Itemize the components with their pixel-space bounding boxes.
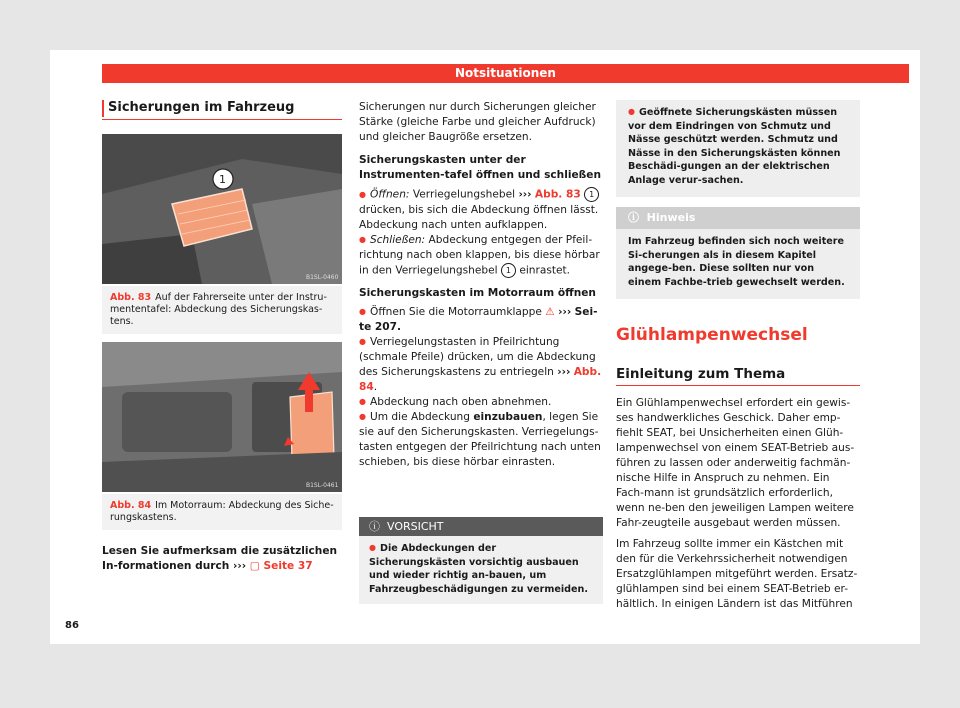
paragraph-2: Im Fahrzeug sollte immer ein Kästchen mit den für die Verkehrssicherheit notwendigen Ersatzglühlampen mitgeführt werden. Ersatz-glühlampen sind bei einem SEAT-Betrieb er-hältlich. In einigen Ländern ist das Mitführen bbox=[616, 538, 858, 610]
vorsicht-title: VORSICHT bbox=[387, 520, 444, 533]
ref-arrows: ››› bbox=[558, 306, 572, 318]
additional-info-arrows: ››› bbox=[232, 560, 247, 572]
warning-triangle-icon: ⚠ bbox=[545, 306, 555, 318]
vorsicht-box bbox=[359, 517, 603, 604]
page-number: 86 bbox=[65, 620, 79, 631]
hinweis-header bbox=[616, 207, 860, 229]
section-rule bbox=[616, 385, 860, 386]
paragraph-1: Ein Glühlampenwechsel erfordert ein gewis-ses handwerkliches Geschick. Daher emp-fiehlt SEAT, bei Unsicherheiten einen Glüh-lampenwechsel von einem SEAT-Betrieb aus-führen zu lassen oder anderweitig fachmän-nische Hilfe in Anspruch zu nehmen. Ein Fach-mann ist grundsätzlich erforderlich, wenn ne-ben den jeweiligen Lampen weitere Fahr-zeugteile ausgebaut werden müssen. bbox=[616, 397, 855, 529]
figure-83-image bbox=[102, 134, 342, 284]
additional-info-text: Lesen Sie aufmerksam die zusätzlichen In-formationen durch bbox=[102, 545, 338, 572]
moisture-warning-body: Geöffnete Sicherungskästen müssen vor dem Eindringen von Schmutz und Nässe geschützt werden. Schmutz und Nässe in den Sicherungskästen können Beschädi-gungen an der elektrischen Anlage verur-sachen. bbox=[628, 107, 841, 186]
ref-arrows: ››› bbox=[557, 366, 571, 378]
link-seite-207[interactable]: Sei-te 207. bbox=[359, 306, 598, 333]
column-2-text bbox=[359, 100, 603, 470]
figure-83-caption-text: Auf der Fahrerseite unter der Instru-mententafel: Abdeckung des Sicherungskas-tens. bbox=[110, 292, 327, 327]
moisture-warning-text bbox=[616, 100, 860, 197]
chapter-header-bar: Notsituationen bbox=[102, 64, 909, 83]
intro-paragraph: Sicherungen nur durch Sicherungen gleicher Stärke (gleiche Farbe und gleicher Aufdruck) und gleicher Baugröße ersetzen. bbox=[359, 101, 596, 143]
moisture-warning-box bbox=[616, 100, 860, 197]
column-3-text bbox=[616, 396, 860, 612]
caution-circle-icon: ⓘ bbox=[369, 520, 380, 533]
figure-83-callout: 1 bbox=[219, 173, 226, 186]
bullet-oeffnen-text: Verriegelungshebel bbox=[412, 188, 516, 201]
hinweis-box bbox=[616, 207, 860, 299]
bullet-oeffnen-text-2: drücken, bis sich die Abdeckung öffnen lässt. Abdeckung nach unten aufklappen. bbox=[359, 203, 599, 231]
additional-info-note bbox=[102, 544, 342, 574]
callout-number: 1 bbox=[501, 263, 516, 278]
subheading-instrument-panel: Sicherungskasten unter der Instrumenten-tafel öffnen und schließen bbox=[359, 154, 601, 181]
figure-83-caption bbox=[110, 292, 334, 328]
title-rule bbox=[102, 119, 342, 120]
info-icon: ⓘ bbox=[628, 211, 639, 224]
bullet-oeffnen bbox=[359, 187, 603, 233]
bullet-verriegelungstasten-text: Verriegelungstasten in Pfeilrichtung (schmale Pfeile) drücken, um die Abdeckung des Sicherungskastens zu entriegeln bbox=[359, 336, 596, 378]
bullet-einbauen-text: Um die Abdeckung bbox=[369, 411, 470, 423]
bullet-schliessen-label: Schließen: bbox=[369, 233, 426, 246]
chapter-title: Glühlampenwechsel bbox=[616, 325, 808, 345]
hinweis-title: Hinweis bbox=[646, 211, 696, 224]
engine-bay-fusebox-illustration bbox=[102, 342, 342, 492]
link-seite-37[interactable]: Seite 37 bbox=[263, 560, 313, 572]
bullet-schliessen bbox=[359, 233, 603, 279]
manual-page bbox=[50, 50, 920, 644]
figure-84-label: Abb. 84 bbox=[110, 500, 152, 511]
book-icon: ▢ bbox=[249, 560, 260, 572]
figure-84-caption bbox=[110, 500, 334, 524]
hinweis-body: Im Fahrzeug befinden sich noch weitere Si-cherungen als in diesem Kapitel angege-ben. Diese sollten nur von einem Fachbe-trieb gewechselt werden. bbox=[628, 236, 845, 288]
fuse-cover-dashboard-illustration bbox=[102, 134, 342, 284]
bullet-schliessen-text: Abdeckung entgegen der Pfeil-richtung nach oben klappen, bis diese hörbar in den Verriegelungshebel bbox=[359, 233, 600, 276]
figure-83-code: B1SL-0460 bbox=[306, 274, 339, 281]
callout-number: 1 bbox=[584, 187, 599, 202]
figure-84-caption-text: Im Motorraum: Abdeckung des Siche-rungskastens. bbox=[110, 500, 334, 523]
bullet-motorraumklappe bbox=[359, 305, 603, 335]
bullet-einbauen-bold: einzubauen bbox=[473, 411, 543, 423]
link-abb-84[interactable]: Abb. 84 bbox=[359, 366, 602, 393]
title-accent bbox=[102, 100, 104, 117]
vorsicht-header bbox=[359, 517, 603, 536]
figure-84-code: B1SL-0461 bbox=[306, 482, 339, 489]
bullet-schliessen-text-2: einrastet. bbox=[519, 264, 571, 276]
figure-84-image bbox=[102, 342, 342, 492]
vorsicht-text bbox=[359, 536, 603, 604]
ref-arrows: ››› bbox=[518, 188, 532, 201]
bullet-oeffnen-label: Öffnen: bbox=[369, 188, 410, 201]
bullet-verriegelungstasten: ● Verriegelungstasten in Pfeilrichtung (schmale Pfeile) drücken, um die Abdeckung des Sicherungskastens zu entriegeln ››› Abb. 84. bbox=[359, 335, 603, 395]
bullet-einbauen bbox=[359, 410, 603, 470]
link-abb-83[interactable]: Abb. 83 bbox=[534, 188, 581, 201]
bullet-abnehmen: ● Abdeckung nach oben abnehmen. bbox=[359, 395, 603, 410]
bullet-einbauen-text-2: , legen Sie sie auf den Sicherungskasten. Verriegelungs-tasten entgegen der Pfeilrichtung nach unten schieben, bis diese hörbar einrasten. bbox=[359, 411, 601, 468]
section-title-einleitung: Einleitung zum Thema bbox=[616, 366, 786, 382]
vorsicht-body: Die Abdeckungen der Sicherungskästen vorsichtig ausbauen und wieder richtig an-bauen, um Fahrzeugbeschädigungen zu vermeiden. bbox=[369, 543, 589, 595]
figure-83-label: Abb. 83 bbox=[110, 292, 152, 303]
section-title: Sicherungen im Fahrzeug bbox=[108, 100, 295, 115]
subheading-engine-bay: Sicherungskasten im Motorraum öffnen bbox=[359, 287, 596, 299]
bullet-motorraumklappe-text: Öffnen Sie die Motorraumklappe bbox=[369, 306, 542, 318]
